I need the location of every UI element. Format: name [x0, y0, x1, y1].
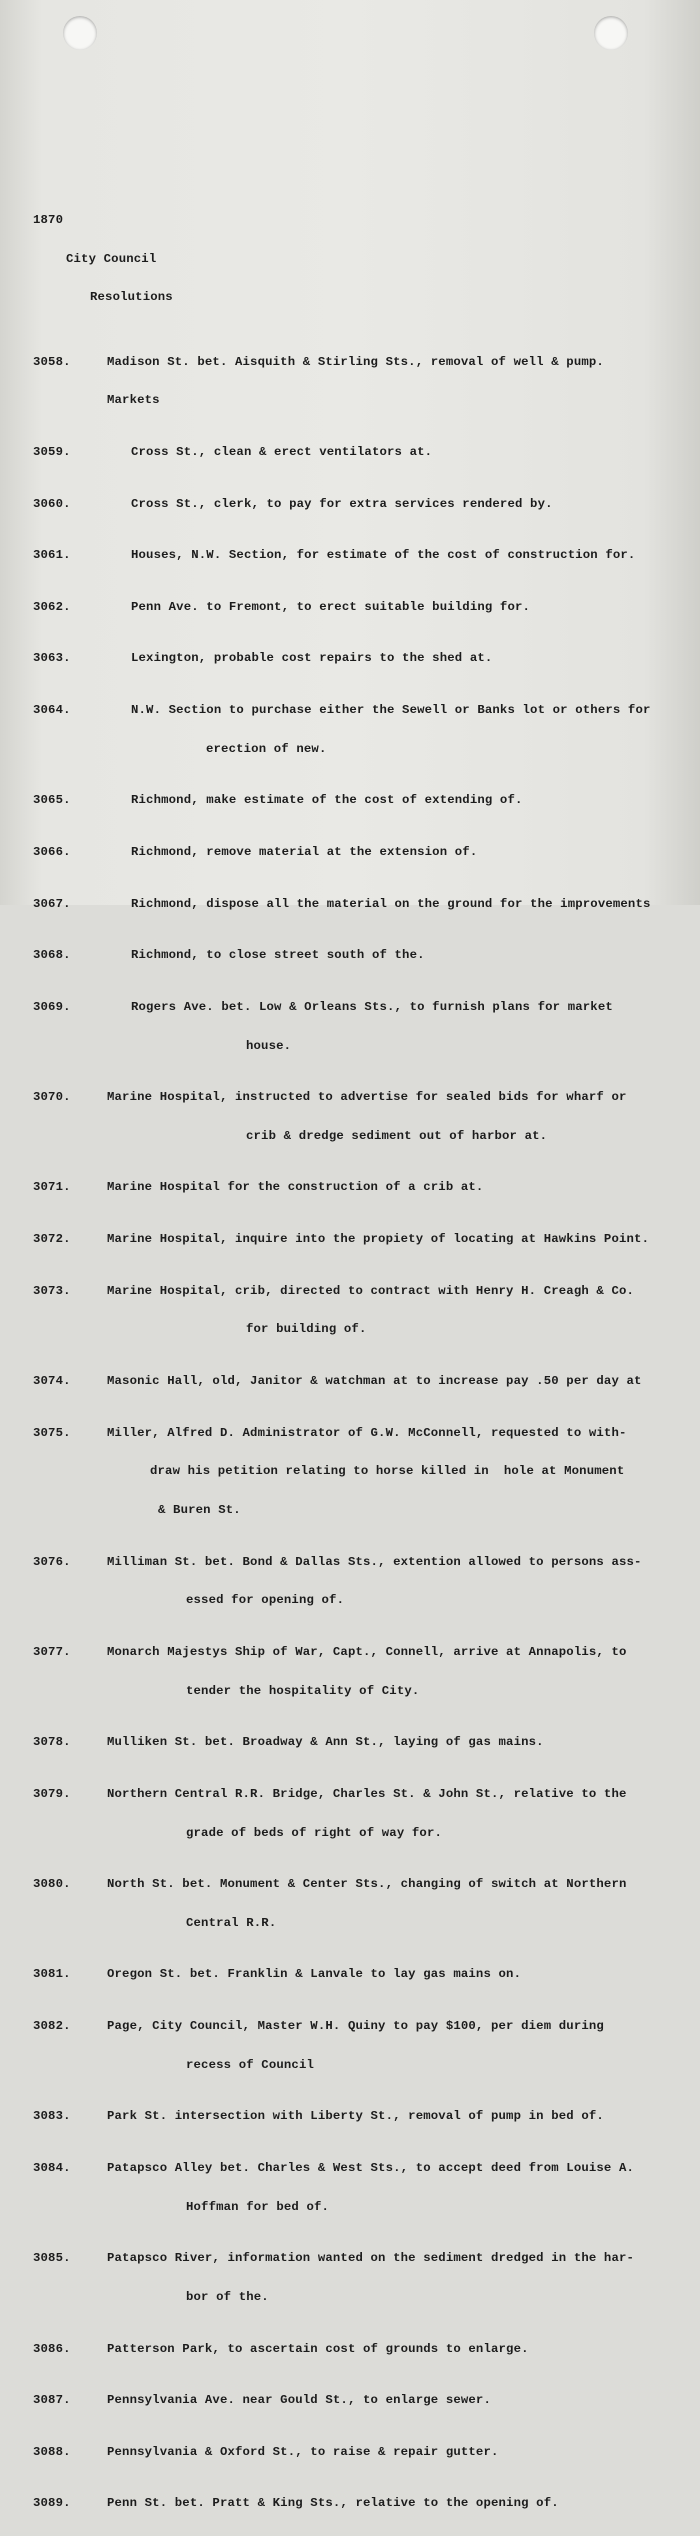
entry-text: Penn Ave. to Fremont, to erect suitable building for. [131, 599, 531, 614]
index-content [0, 188, 700, 2536]
entry-continuation-text: for building of. [246, 1322, 367, 1337]
entry-continuation-text: bor of the. [186, 2290, 269, 2305]
entry-continuation [0, 1504, 700, 1517]
entry-text: Page, City Council, Master W.H. Quiny to pay $100, per diem during [107, 2019, 604, 2034]
entry-number: 3067. [33, 896, 71, 911]
entry-number: 3070. [33, 1090, 71, 1105]
entry-number: 3083. [33, 2109, 71, 2124]
entry-line [0, 1375, 700, 1388]
entry-number: 3071. [33, 1180, 71, 1195]
entry-text: Miller, Alfred D. Administrator of G.W. McConnell, requested to with- [107, 1425, 627, 1440]
entry-text: Rogers Ave. bet. Low & Orleans Sts., to furnish plans for market [131, 999, 613, 1014]
entry-text: North St. bet. Monument & Center Sts., changing of switch at Northern [107, 1877, 627, 1892]
entry-continuation-text: draw his petition relating to horse killed in hole at Monument [150, 1464, 625, 1479]
entry-number: 3075. [33, 1425, 71, 1440]
entry-number: 3089. [33, 2496, 71, 2511]
entry-line [0, 2252, 700, 2265]
entry-text: N.W. Section to purchase either the Sewell or Banks lot or others for [131, 703, 651, 718]
entry-line [0, 2343, 700, 2356]
entry-line [0, 846, 700, 859]
entry-number: 3073. [33, 1283, 71, 1298]
entry-number: 3087. [33, 2393, 71, 2408]
entry-text: Richmond, remove material at the extension of. [131, 845, 478, 860]
entry-text: Richmond, make estimate of the cost of extending of. [131, 793, 523, 808]
entry-continuation [0, 1130, 700, 1143]
entry-line [0, 1788, 700, 1801]
entry-line [0, 446, 700, 459]
entry-continuation [0, 1685, 700, 1698]
entry-number: 3066. [33, 845, 71, 860]
entry-line [0, 2497, 700, 2510]
entry-line [0, 356, 700, 369]
entry-number: 3063. [33, 651, 71, 666]
entry-continuation [0, 1323, 700, 1336]
year-heading [0, 214, 700, 227]
entry-continuation [0, 1040, 700, 1053]
entry-line [0, 1646, 700, 1659]
entry-number: 3085. [33, 2251, 71, 2266]
entry-text: Marine Hospital, inquire into the propiety of locating at Hawkins Point. [107, 1232, 650, 1247]
entry-number: 3080. [33, 1877, 71, 1892]
entry-text: Madison St. bet. Aisquith & Stirling Sts., removal of well & pump. [107, 354, 604, 369]
entry-text: Patapsco River, information wanted on the sediment dredged in the har- [107, 2251, 635, 2266]
entry-number: 3078. [33, 1735, 71, 1750]
entry-continuation-text: essed for opening of. [186, 1593, 345, 1608]
entry-continuation-text: house. [246, 1038, 292, 1053]
entry-number: 3060. [33, 496, 71, 511]
subheading-line [0, 394, 700, 407]
entry-continuation-text: recess of Council [186, 2057, 314, 2072]
entry-number: 3088. [33, 2444, 71, 2459]
entry-line [0, 949, 700, 962]
entry-line [0, 1736, 700, 1749]
entry-text: Penn St. bet. Pratt & King Sts., relative to the opening of. [107, 2496, 559, 2511]
entry-number: 3065. [33, 793, 71, 808]
entry-line [0, 1878, 700, 1891]
entry-number: 3058. [33, 354, 71, 369]
entry-text: Richmond, dispose all the material on the ground for the improvements [131, 896, 651, 911]
entry-continuation [0, 743, 700, 756]
entry-number: 3061. [33, 548, 71, 563]
entry-number: 3064. [33, 703, 71, 718]
entry-text: Lexington, probable cost repairs to the shed at. [131, 651, 493, 666]
entry-number: 3086. [33, 2341, 71, 2356]
entry-text: Marine Hospital, crib, directed to contract with Henry H. Creagh & Co. [107, 1283, 635, 1298]
entry-continuation [0, 1917, 700, 1930]
subheading: Markets [107, 393, 160, 408]
entry-line [0, 1968, 700, 1981]
entry-number: 3074. [33, 1374, 71, 1388]
entry-line [0, 2110, 700, 2123]
entry-line [0, 1427, 700, 1440]
section-heading [0, 291, 700, 304]
entry-text: Marine Hospital, instructed to advertise for sealed bids for wharf or [107, 1090, 627, 1105]
entry-text: Richmond, to close street south of the. [131, 948, 425, 963]
entry-line [0, 601, 700, 614]
entry-text: Milliman St. bet. Bond & Dallas Sts., extention allowed to persons ass- [107, 1554, 642, 1569]
entry-text: Cross St., clerk, to pay for extra services rendered by. [131, 496, 553, 511]
entry-continuation-text: crib & dredge sediment out of harbor at. [246, 1128, 548, 1143]
entry-text: Mulliken St. bet. Broadway & Ann St., laying of gas mains. [107, 1735, 544, 1750]
entry-continuation-text: tender the hospitality of City. [186, 1683, 420, 1698]
entry-number: 3082. [33, 2019, 71, 2034]
entry-number: 3069. [33, 999, 71, 1014]
entry-line [0, 2162, 700, 2175]
entry-line [0, 1233, 700, 1246]
entry-text: Monarch Majestys Ship of War, Capt., Connell, arrive at Annapolis, to [107, 1644, 627, 1659]
entry-text: Marine Hospital for the construction of a crib at. [107, 1180, 484, 1195]
entry-continuation-text: & Buren St. [158, 1503, 241, 1518]
entry-continuation-text: Central R.R. [186, 1915, 277, 1930]
entry-line [0, 652, 700, 665]
entry-line [0, 1091, 700, 1104]
entry-text: Northern Central R.R. Bridge, Charles St. & John St., relative to the [107, 1786, 627, 1801]
entry-continuation [0, 1594, 700, 1607]
entry-continuation [0, 2201, 700, 2214]
entry-line [0, 704, 700, 717]
body-heading [0, 253, 700, 266]
entry-text: Cross St., clean & erect ventilators at. [131, 445, 433, 460]
punch-hole-left [63, 16, 97, 50]
entry-text: Park St. intersection with Liberty St., removal of pump in bed of. [107, 2109, 604, 2124]
entry-text: Houses, N.W. Section, for estimate of the cost of construction for. [131, 548, 636, 563]
entry-line [0, 1285, 700, 1298]
entry-line [0, 1556, 700, 1569]
entry-number: 3079. [33, 1786, 71, 1801]
entry-line [0, 898, 700, 911]
entry-number: 3076. [33, 1554, 71, 1569]
entry-text: Oregon St. bet. Franklin & Lanvale to lay gas mains on. [107, 1967, 522, 1982]
entry-line [0, 794, 700, 807]
entry-line [0, 2446, 700, 2459]
entry-continuation-text: erection of new. [206, 741, 327, 756]
entry-line [0, 1181, 700, 1194]
entry-continuation [0, 2059, 700, 2072]
entry-text: Pennsylvania Ave. near Gould St., to enlarge sewer. [107, 2393, 491, 2408]
entry-continuation [0, 1465, 700, 1478]
entry-text: Masonic Hall, old, Janitor & watchman at to increase pay .50 per day at [107, 1374, 642, 1388]
entry-number: 3084. [33, 2161, 71, 2176]
entry-number: 3059. [33, 445, 71, 460]
entry-line [0, 2394, 700, 2407]
entry-text: Patterson Park, to ascertain cost of grounds to enlarge. [107, 2341, 529, 2356]
body-name: City Council [66, 251, 157, 266]
entry-line [0, 2020, 700, 2033]
entry-continuation [0, 1827, 700, 1840]
entry-line [0, 498, 700, 511]
section-name: Resolutions [90, 290, 173, 305]
entry-number: 3062. [33, 599, 71, 614]
entry-continuation-text: grade of beds of right of way for. [186, 1825, 442, 1840]
entry-line [0, 549, 700, 562]
entry-line [0, 1001, 700, 1014]
entry-text: Patapsco Alley bet. Charles & West Sts., to accept deed from Louise A. [107, 2161, 635, 2176]
entry-number: 3068. [33, 948, 71, 963]
entry-number: 3077. [33, 1644, 71, 1659]
entry-number: 3081. [33, 1967, 71, 1982]
entry-continuation [0, 2291, 700, 2304]
entry-continuation-text: Hoffman for bed of. [186, 2199, 330, 2214]
entry-number: 3072. [33, 1232, 71, 1247]
year: 1870 [33, 212, 64, 227]
punch-hole-right [594, 16, 628, 50]
entry-text: Pennsylvania & Oxford St., to raise & repair gutter. [107, 2444, 499, 2459]
